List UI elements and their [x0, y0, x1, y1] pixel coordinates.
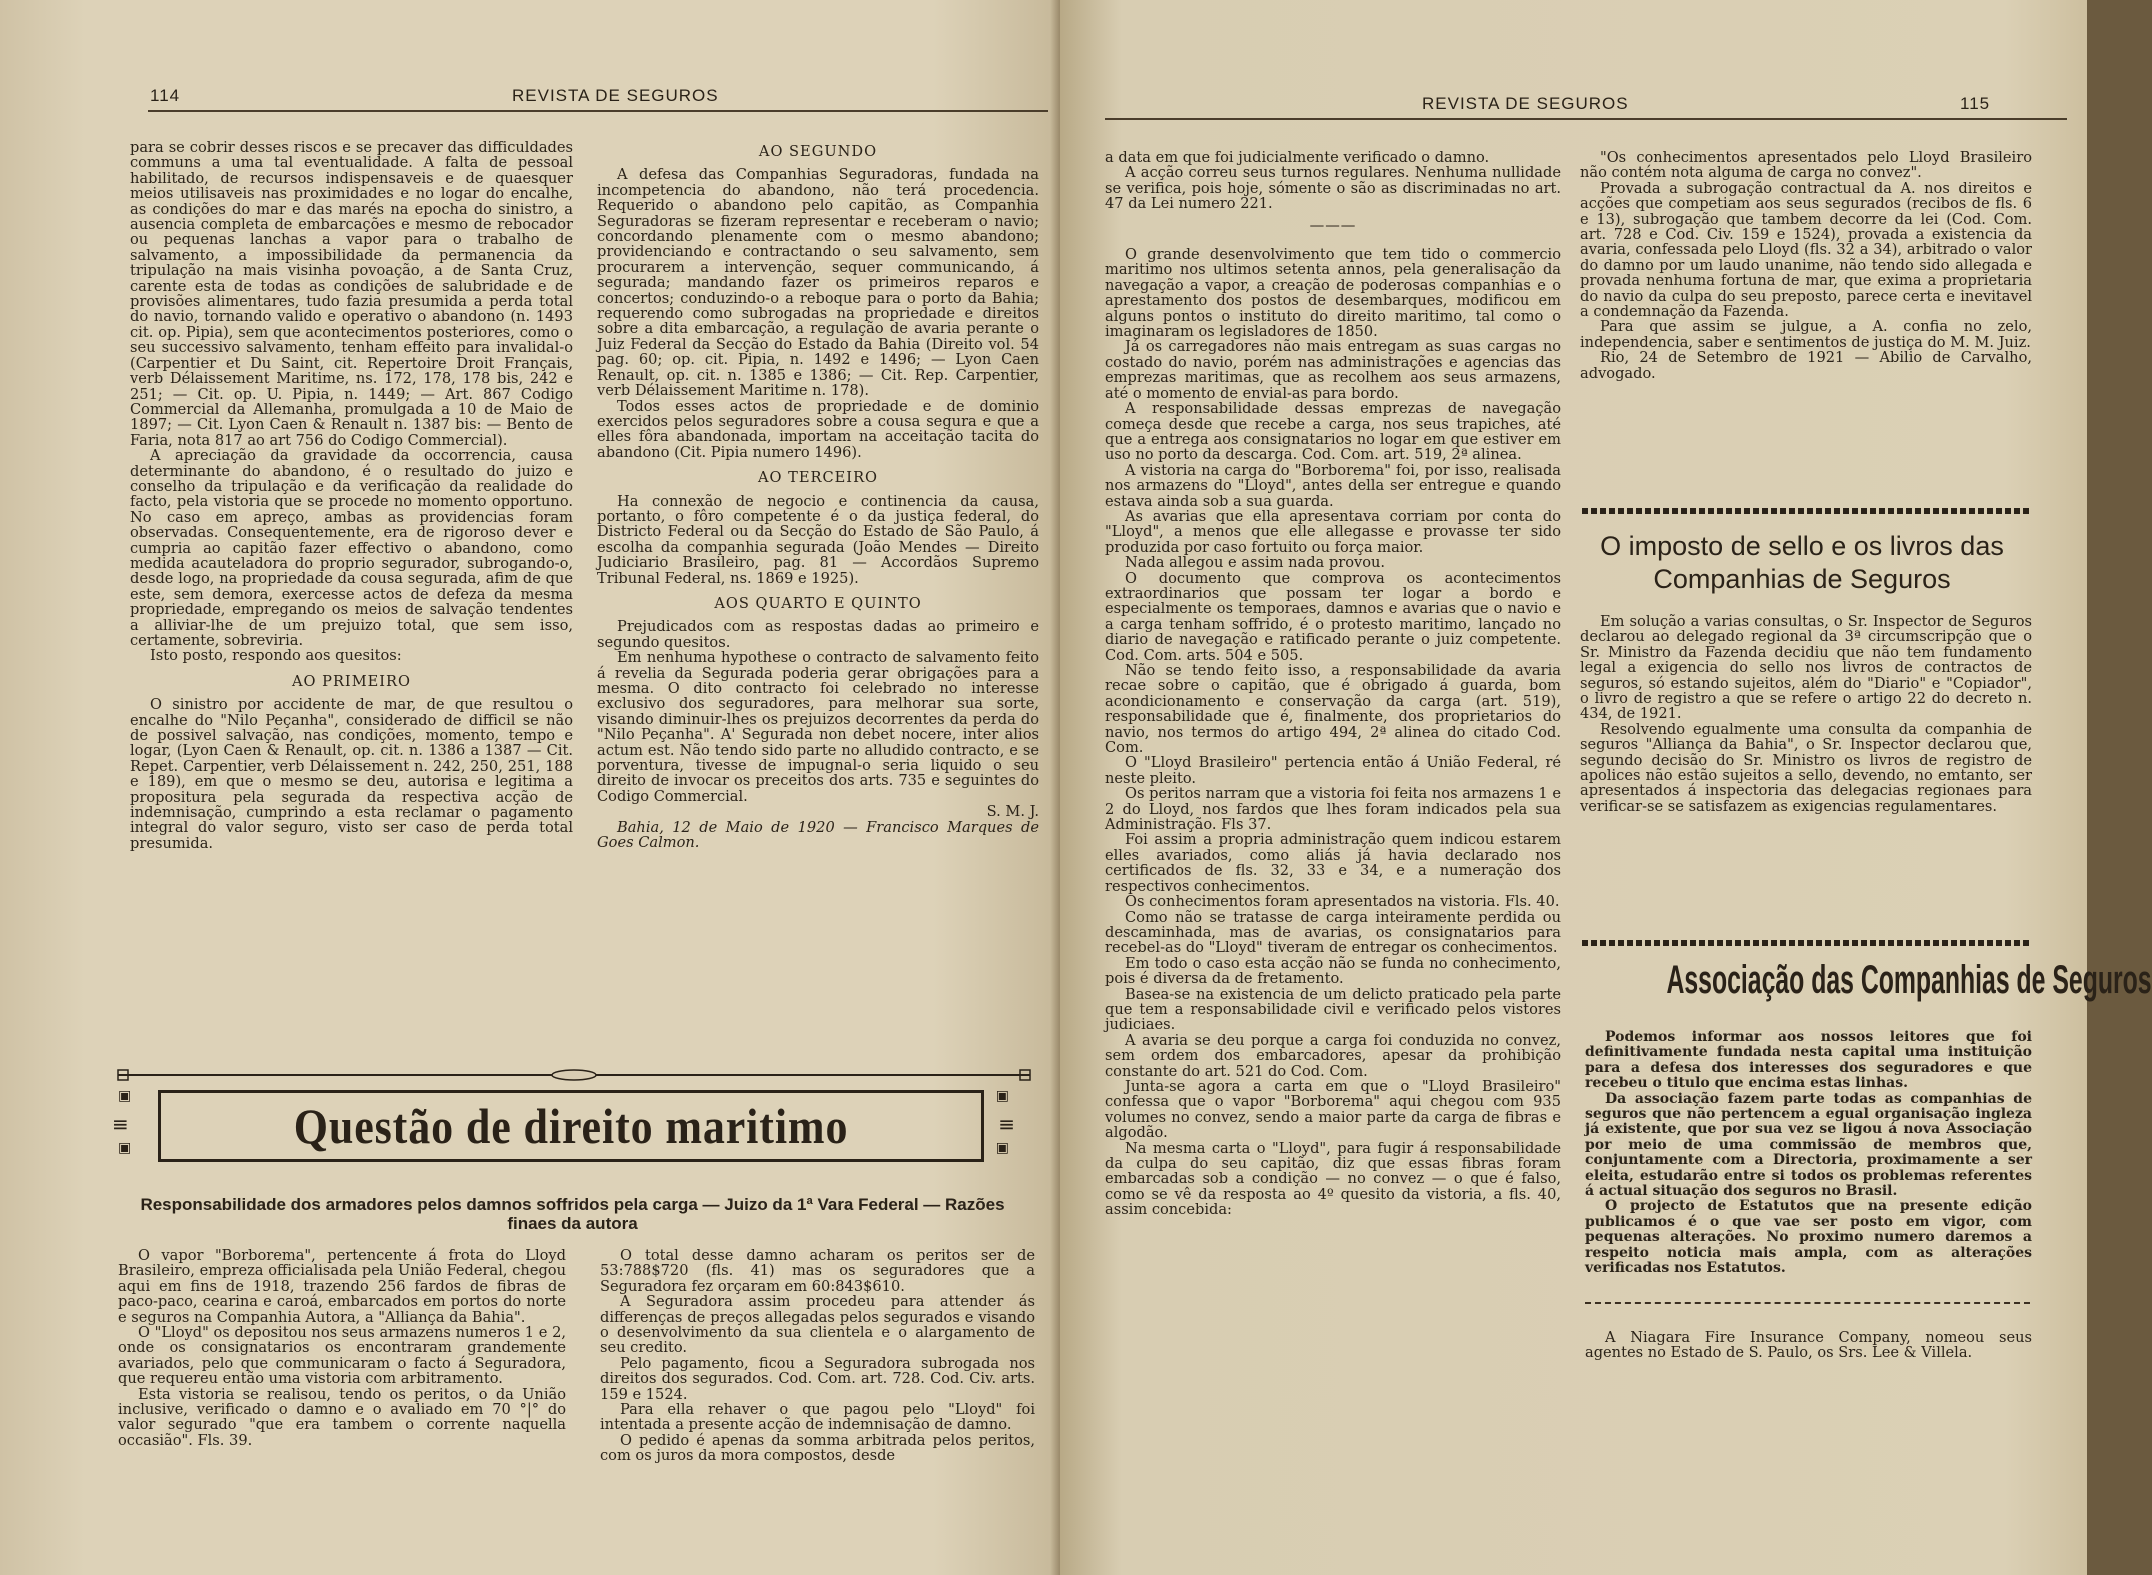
paragraph: A vistoria na carga do "Borborema" foi, por isso, realisada nos armazens do "Lloyd", antes della ser entregue e quando estava ainda sob a sua guarda. [1105, 461, 1561, 510]
left-page [0, 0, 1060, 1575]
article-title: Questão de direito maritimo [293, 1098, 849, 1154]
paragraph: Todos esses actos de propriedade e de dominio exercidos pelos seguradores sobre a cousa segura e que a elles fôra abandonada, importam na acceitação tacita do abandono (Cit. Pipia numero 1496). [597, 397, 1039, 461]
paragraph: O pedido é apenas da somma arbitrada pelos peritos, com os juros da mora compostos, desde [600, 1431, 1035, 1465]
paragraph: A avaria se deu porque a carga foi conduzida no convez, sem ordem dos embarcadores, apesar da prohibição constante do art. 521 do Cod. Com. [1105, 1031, 1561, 1080]
paragraph: A apreciação da gravidade da occorrencia, causa determinante do abandono, é o resultado do juizo e conselho da tripulação e da verificação da realidade do facto, pela vistoria que se procede no momento opportuno. No caso em apreço, ambas as providencias foram observadas. Consequentemente, era de rigoroso dever e cumpria ao capitão fazer effectivo o abandono, como medida acauteladora do proprio segurador, subrogando-o, desde logo, na propriedade da cousa segurada, afim de que este, sem demora, exercesse actos de defeza da mesma propriedade, empregando os meios de salvação tendentes a alliviar-lhe de um prejuizo total, que sem isso, certamente, sobreviria. [130, 447, 573, 649]
paragraph: O documento que comprova os acontecimentos extraordinarios que possam ter logar a bordo e especialmente os temporaes, damnos e avarias que o navio e a carga tenham soffrido, é o protesto maritimo, lançado no diario de navegação e ratificado perante o juiz competente. Cod. Com. arts. 504 e 505. [1105, 569, 1561, 664]
decorative-rule [1582, 508, 2032, 514]
article-subtitle: Responsabilidade dos armadores pelos damnos soffridos pela carga — Juizo da 1ª Vara Federal — Razões finaes da autora [140, 1195, 1005, 1233]
section-title-associacao: Associação das Companhias de Seguros [1666, 958, 2152, 1002]
paragraph: Basea-se na existencia de um delicto praticado pela parte que tem a responsabilidade civil e verificado pelos vistores judiciaes. [1105, 985, 1561, 1034]
paragraph: Podemos informar aos nossos leitores que foi definitivamente fundada nesta capital uma instituição para a defesa dos interesses dos seguradores e que recebeu o titulo que encima estas linhas. [1585, 1029, 2032, 1092]
ornament-icon: ▣ [995, 1088, 1009, 1104]
section-title-sello: O imposto de sello e os livros das Companhias de Seguros [1600, 531, 2004, 594]
paragraph: Provada a subrogação contractual da A. nos direitos e acções que competiam aos seus segurados (recibos de fls. 6 e 13), subrogação que tambem decorre da lei (Cod. Com. art. 728 e Cod. Civ. 159 e 1524), provada a existencia da avaria, confessada pelo Lloyd (fls. 32 a 34), arbitrado o valor do damno por um laudo unanime, não tendo sido allegada e provada nenhuma fortuna de mar, que exima a proprietaria do navio da culpa do seu preposto, parece certa e inevitavel a condemnação da Fazenda. [1580, 179, 2032, 321]
right-column-2-bottom [1585, 1330, 2032, 1390]
right-column-2-mid [1580, 614, 2032, 924]
paragraph: Nada allegou e assim nada provou. [1125, 554, 1386, 572]
paragraph: Da associação fazem parte todas as companhias de seguros que não pertencem a egual organisação ingleza já existente, que por sua vez se ligou á nova Associação por meio de uma commissão de membros que, conjuntamente com a Directoria, proximamente a ser eleita, estudarão entre si todos os problemas referentes á actual situação dos seguros no Brasil. [1585, 1090, 2032, 1200]
dateline: Bahia, 12 de Maio de 1920 — Francisco Marques de Goes Calmon. [597, 818, 1039, 852]
article-banner [112, 1080, 1023, 1170]
section-heading: AO TERCEIRO [757, 469, 879, 487]
ornament-icon: ▣ [118, 1088, 132, 1104]
page-number-right: 115 [1960, 94, 1991, 113]
ornamental-divider [118, 1066, 1030, 1078]
paragraph: Isto posto, respondo aos quesitos: [150, 647, 402, 665]
paragraph: A acção correu seus turnos regulares. Nenhuma nullidade se verifica, pois hoje, sómente o são as discriminadas no art. 47 da Lei numero 221. [1105, 164, 1561, 213]
paragraph: A Seguradora assim procedeu para attender ás differenças de preços allegadas pelos segurados e visando o desenvolvimento da sua clientela e o alargamento de seu credito. [600, 1293, 1035, 1357]
paragraph: Em nenhuma hypothese o contracto de salvamento feito á revelia da Segurada poderia gerar obrigações para a mesma. O dito contracto foi celebrado no interesse exclusivo dos seguradores, para melhorar sua sorte, visando diminuir-lhes os prejuizos decorrentes da perda do "Nilo Peçanha". A' Segurada non debet nocere, inter alios actum est. Não tendo sido parte no alludido contracto, e se porventura, tivesse de impugnal-o seria liquido o seu direito de invocar os preceitos dos arts. 735 e seguintes do Codigo Commercial. [597, 649, 1039, 805]
paragraph: A Niagara Fire Insurance Company, nomeou seus agentes no Estado de S. Paulo, os Srs. Lee & Villela. [1585, 1329, 2032, 1362]
section-separator: ——— [1309, 216, 1357, 234]
paragraph: Para ella rehaver o que pagou pelo "Lloyd" foi intentada a presente acção de indemnisação de damno. [600, 1401, 1035, 1434]
right-column-2-top [1580, 150, 2032, 490]
decorative-rule [1582, 940, 2032, 946]
paragraph: Prejudicados com as respostas dadas ao primeiro e segundo quesitos. [597, 618, 1039, 651]
running-header-right: REVISTA DE SEGUROS [1422, 94, 1629, 113]
left-column-4 [600, 1248, 1035, 1498]
paragraph: a data em que foi judicialmente verificado o damno. [1105, 149, 1490, 166]
page-number-left: 114 [150, 86, 181, 105]
ornament-icon: ▣ [118, 1140, 132, 1156]
paragraph: Em todo o caso esta acção não se funda no conhecimento, pois é diversa da de fretamento. [1105, 954, 1561, 988]
paragraph: Foi assim a propria administração quem indicou estarem elles avariados, como aliás já havia declarado nos certificados de fls. 32, 33 e 34, e a numeração dos respectivos conhecimentos. [1105, 831, 1561, 895]
paragraph: O grande desenvolvimento que tem tido o commercio maritimo nos ultimos setenta annos, pela generalisação da navegação a vapor, a creação de poderosas companhias e o aprestamento dos postos de desembarques, modificou em alguns pontos o instituto do direito maritimo, tal como o imaginaram os legisladores de 1850. [1105, 246, 1561, 341]
left-column-3 [118, 1248, 566, 1498]
paragraph: Junta-se agora a carta em que o "Lloyd Brasileiro" confessa que o vapor "Borborema" aqui chegou com 935 volumes no convez, sendo a maior parte da carga de fibras e algodão. [1105, 1077, 1561, 1142]
signature: Rio, 24 de Setembro de 1921 — Abilio de Carvalho, advogado. [1580, 349, 2032, 382]
right-page [1060, 0, 2152, 1575]
paragraph: Resolvendo egualmente uma consulta da companhia de seguros "Alliança da Bahia", o Sr. Inspector declarou que, segundo decisão do Sr. Ministro os livros de registro de apolices não estão sujeitos a sello, devendo, no emtanto, ser apresentados á inspectoria das delegacias regionaes para verificar-se se satisfazem as exigencias regulamentares. [1580, 720, 2032, 815]
paragraph: O vapor "Borborema", pertencente á frota do Lloyd Brasileiro, empreza officialisada pela União Federal, chegou aqui em fins de 1918, trazendo 256 fardos de fibras de paco-paco, cearina e caroá, embarcados em portos do norte e seguros na Companhia Autora, a "Alliança da Bahia". [118, 1247, 566, 1326]
paragraph: Os peritos narram que a vistoria foi feita nos armazens 1 e 2 do Lloyd, nos fardos que lhes foram indicados pela sua Administração. Fls 37. [1105, 785, 1561, 834]
paragraph: Os conhecimentos foram apresentados na vistoria. Fls. 40. [1125, 893, 1560, 911]
paragraph: O projecto de Estatutos que na presente edição publicamos é o que vae ser posto em vigor, com pequenas alterações. No proximo numero daremos a respeito noticia mais ampla, com as alterações verificadas nos Estatutos. [1585, 1198, 2032, 1277]
right-column-1 [1105, 150, 1561, 1510]
banner-frame [158, 1090, 984, 1162]
ornament-icon: ≡ [998, 1112, 1015, 1136]
right-column-2-assoc [1585, 1030, 2032, 1280]
left-column-2 [597, 140, 1039, 1020]
paragraph: A responsabilidade dessas emprezas de navegação começa desde que recebe a carga, nos seus trapiches, até que a entrega aos consignatarios no logar em que estiver em uso no porto da descarga. Cod. Com. art. 519, 2ª alinea. [1105, 400, 1561, 464]
paragraph: Não se tendo feito isso, a responsabilidade da avaria recae sobre o capitão, que é obrigado á guarda, bom acondicionamento e conservação da carga (art. 519), responsabilidade que é, finalmente, dos proprietarios do navio, nos termos do artigo 494, 2ª alinea do citado Cod. Com. [1105, 662, 1561, 757]
running-header-left: REVISTA DE SEGUROS [512, 86, 719, 105]
paragraph: Como não se tratasse de carga inteiramente perdida ou descaminhada, mas de avarias, os consignatarios para recebel-as do "Lloyd" tiveram de entregar os conhecimentos. [1105, 908, 1561, 957]
decorative-rule [1585, 1302, 2030, 1304]
paragraph: Em solução a varias consultas, o Sr. Inspector de Seguros declarou ao delegado regional da 3ª circumscripção que o Sr. Ministro da Fazenda decidiu que não tem fundamento legal a exigencia do sello nos livros de contractos de seguros, só estando sujeitos, além do "Diario" e "Copiador", o livro de registro a que se refere o artigo 22 do decreto n. 434, de 1921. [1580, 613, 2032, 723]
section-heading: AOS QUARTO E QUINTO [714, 594, 922, 612]
paragraph: A defesa das Companhias Seguradoras, fundada na incompetencia do abandono, não terá procedencia. Requerido o abandono pelo capitão, as Companhia Seguradoras se fizeram representar e receberam o navio; concordando plenamente com o mesmo abandono; providenciando e contractando o seu salvamento, sem procurarem a intervenção, sequer communicando, á segurada; mandando fazer os primeiros reparos e concertos; conduzindo-o a reboque para o porto da Bahia; requerendo como subrogadas na propriedade e direitos sobre a dita embarcação, a regulação de avaria perante o Juiz Federal da Secção do Estado da Bahia (Direito vol. 54 pag. 60; op. cit. Pipia, n. 1492 e 1496; — Lyon Caen Renault, op. cit. n. 1385 e 1386; — Cit. Rep. Carpentier, verb Délaissement Maritime n. 178). [597, 166, 1039, 400]
section-heading: AO SEGUNDO [758, 143, 878, 160]
paragraph: Já os carregadores não mais entregam as suas cargas no costado do navio, porém nas administrações e agencias das emprezas maritimas, que as recolhem aos seus armazens, até o momento de envial-as para bordo. [1105, 338, 1561, 402]
section-heading: AO PRIMEIRO [291, 672, 412, 690]
left-column-1 [130, 140, 573, 1020]
paragraph: O "Lloyd Brasileiro" pertencia então á União Federal, ré neste pleito. [1105, 754, 1561, 787]
paragraph: Pelo pagamento, ficou a Seguradora subrogada nos direitos dos segurados. Cod. Com. art. 728. Cod. Civ. arts. 159 e 1524. [600, 1354, 1035, 1403]
paragraph: "Os conhecimentos apresentados pelo Lloyd Brasileiro não contém nota alguma de carga no convez". [1580, 149, 2032, 182]
signature: S. M. J. [986, 803, 1039, 821]
header-rule-left [148, 110, 1048, 112]
paragraph: Para que assim se julgue, a A. confia no zelo, independencia, saber e sentimentos de justiça do M. M. Juiz. [1580, 318, 2032, 351]
paragraph: Esta vistoria se realisou, tendo os peritos, o da União inclusive, verificado o damno e o avaliado em 70 °|° do valor segurado "que era tambem o corrente naquella occasião". Fls. 39. [118, 1385, 566, 1449]
ornament-icon: ≡ [112, 1112, 129, 1136]
paragraph: As avarias que ella apresentava corriam por conta do "Lloyd", a menos que elle allegasse e provasse ter sido produzida por caso fortuito ou força maior. [1105, 507, 1561, 556]
paragraph: O "Lloyd" os depositou nos seus armazens numeros 1 e 2, onde os consignatarios os encontraram grandemente avariados, pelo que communicaram o facto á Seguradora, que requereu então uma vistoria com arbitramento. [118, 1324, 566, 1388]
paragraph: O sinistro por accidente de mar, de que resultou o encalhe do "Nilo Peçanha", considerado de difficil se não de possivel salvação, nas condições, momento, tempo e logar, (Lyon Caen & Renault, op. cit. n. 1386 a 1387 — Cit. Repet. Carpentier, verb Délaissement n. 242, 250, 251, 188 e 189), em que o mesmo se deu, autorisa e legitima a propositura pela segurada da respectiva acção de indemnisação, cumprindo a esta reclamar o pagamento integral do valor seguro, visto ser caso de perda total presumida. [130, 696, 573, 852]
paragraph: Na mesma carta o "Lloyd", para fugir á responsabilidade da culpa do seu capitão, diz que essas fibras foram embarcadas sob a condição — no convez — o que é falso, como se vê da resposta ao 4º quesito da vistoria, a fls. 40, assim concebida: [1105, 1139, 1561, 1219]
paragraph: para se cobrir desses riscos e se precaver das difficuldades communs a uma tal eventualidade. A falta de pessoal habilitado, de recursos indispensaveis e de quaesquer meios utilisaveis nas proximidades e no logar do encalhe, as condições do mar e das marés na epocha do sinistro, a ausencia completa de embarcações e mesmo de rebocador ou pequenas lanchas a vapor para o trabalho de salvamento, a impossibilidade da permanencia da tripulação na mais visinha povoação, a de Santa Cruz, carente esta de todas as condições de salubridade e de provisões alimentares, tudo fazia presumida a perda total do navio, tornando valido e operativo o abandono (n. 1493 cit. op. Pipia), sem que acontecimentos posteriores, como o seu successivo salvamento, tenham effeito para invalidal-o (Carpentier et Du Saint, cit. Repertoire Droit Français, verb Délaissement Maritime, ns. 172, 178, 178 bis, 242 e 251; — Cit. op. U. Pipia, n. 1449; — Art. 867 Codigo Commercial da Allemanha, promulgada a 10 de Maio de 1897; — Cit. Lyon Caen & Renault n. 1387 bis: — Bento de Faria, nota 817 ao art 756 do Codigo Commercial). [130, 139, 573, 449]
header-rule-right [1105, 118, 2067, 120]
ornament-icon: ▣ [995, 1140, 1009, 1156]
paragraph: Ha connexão de negocio e continencia da causa, portanto, o fôro competente é o da justiça federal, do Districto Federal ou da Secção do Estado de São Paulo, á escolha da companhia segurada (João Mendes — Direito Judiciario Brasileiro, pag. 81 — Accordãos Supremo Tribunal Federal, ns. 1869 e 1925). [597, 492, 1039, 587]
paragraph: O total desse damno acharam os peritos ser de 53:788$720 (fls. 41) mas os seguradores que a Seguradora fez orçaram em 60:843$610. [600, 1247, 1035, 1295]
